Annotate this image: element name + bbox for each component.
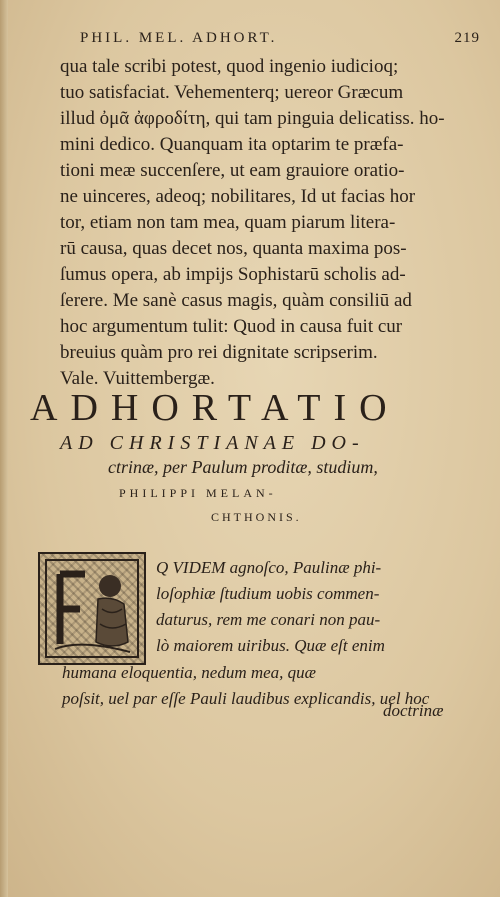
author-line-2: CHTHONIS. [211, 510, 302, 524]
text-line: tioni meæ succenſere, ut eam grauiore oratio- [60, 160, 405, 181]
author-line-1: PHILIPPI MELAN- [119, 486, 277, 500]
title-line-1: AD CHRISTIANAE DO- [60, 432, 365, 454]
page-edge [0, 0, 8, 897]
text-line: loſophiæ ſtudium uobis commen- [156, 584, 380, 603]
title-heading: ADHORTATIO [30, 387, 400, 429]
text-line: illud ὀμᾶ ἀφροδίτη, qui tam pinguia delicatiss. ho- [60, 108, 445, 129]
text-line: Q VIDEM agnoſco, Paulinæ phi- [156, 558, 382, 577]
text-line: hoc argumentum tulit: Quod in causa fuit cur [60, 316, 403, 337]
page-number: 219 [454, 30, 480, 46]
catchword: doctrinæ [383, 701, 444, 720]
text-line: rū causa, quas decet nos, quanta maxima pos- [60, 238, 407, 259]
preface-text [60, 54, 445, 392]
text-line: tor, etiam non tam mea, quam piarum litera- [60, 212, 396, 233]
title-line-2: ctrinæ, per Paulum proditæ, studium, [108, 457, 378, 477]
text-line: ne uinceres, adeoq; nobilitares, Id ut facias hor [60, 186, 416, 207]
text-line: qua tale scribi potest, quod ingenio iudicioq; [60, 56, 399, 77]
text-line: tuo satisfaciat. Vehementerq; uereor Græcum [60, 82, 404, 103]
woodcut-initial-icon [40, 554, 144, 663]
decorated-initial-q [38, 552, 146, 665]
text-line: lò maiorem uiribus. Quæ eſt enim [156, 636, 385, 655]
text-line: daturus, rem me conari non pau- [156, 610, 381, 629]
body-text-indented [156, 555, 446, 659]
text-line: mini dedico. Quanquam ita optarim te præfa- [60, 134, 404, 155]
running-title: PHIL. MEL. ADHORT. [80, 30, 278, 46]
text-line: Vale. Vuittembergæ. [60, 368, 215, 389]
text-line: humana eloquentia, nedum mea, quæ [62, 663, 317, 682]
text-line: poſsit, uel par eſſe Pauli laudibus explicandis, uel hoc [62, 689, 430, 708]
text-line: ſerere. Me sanè casus magis, quàm consiliū ad [60, 290, 412, 311]
text-line: breuius quàm pro rei dignitate scripserim. [60, 342, 378, 363]
text-line: ſumus opera, ab impijs Sophistarū scholis ad- [60, 264, 406, 285]
